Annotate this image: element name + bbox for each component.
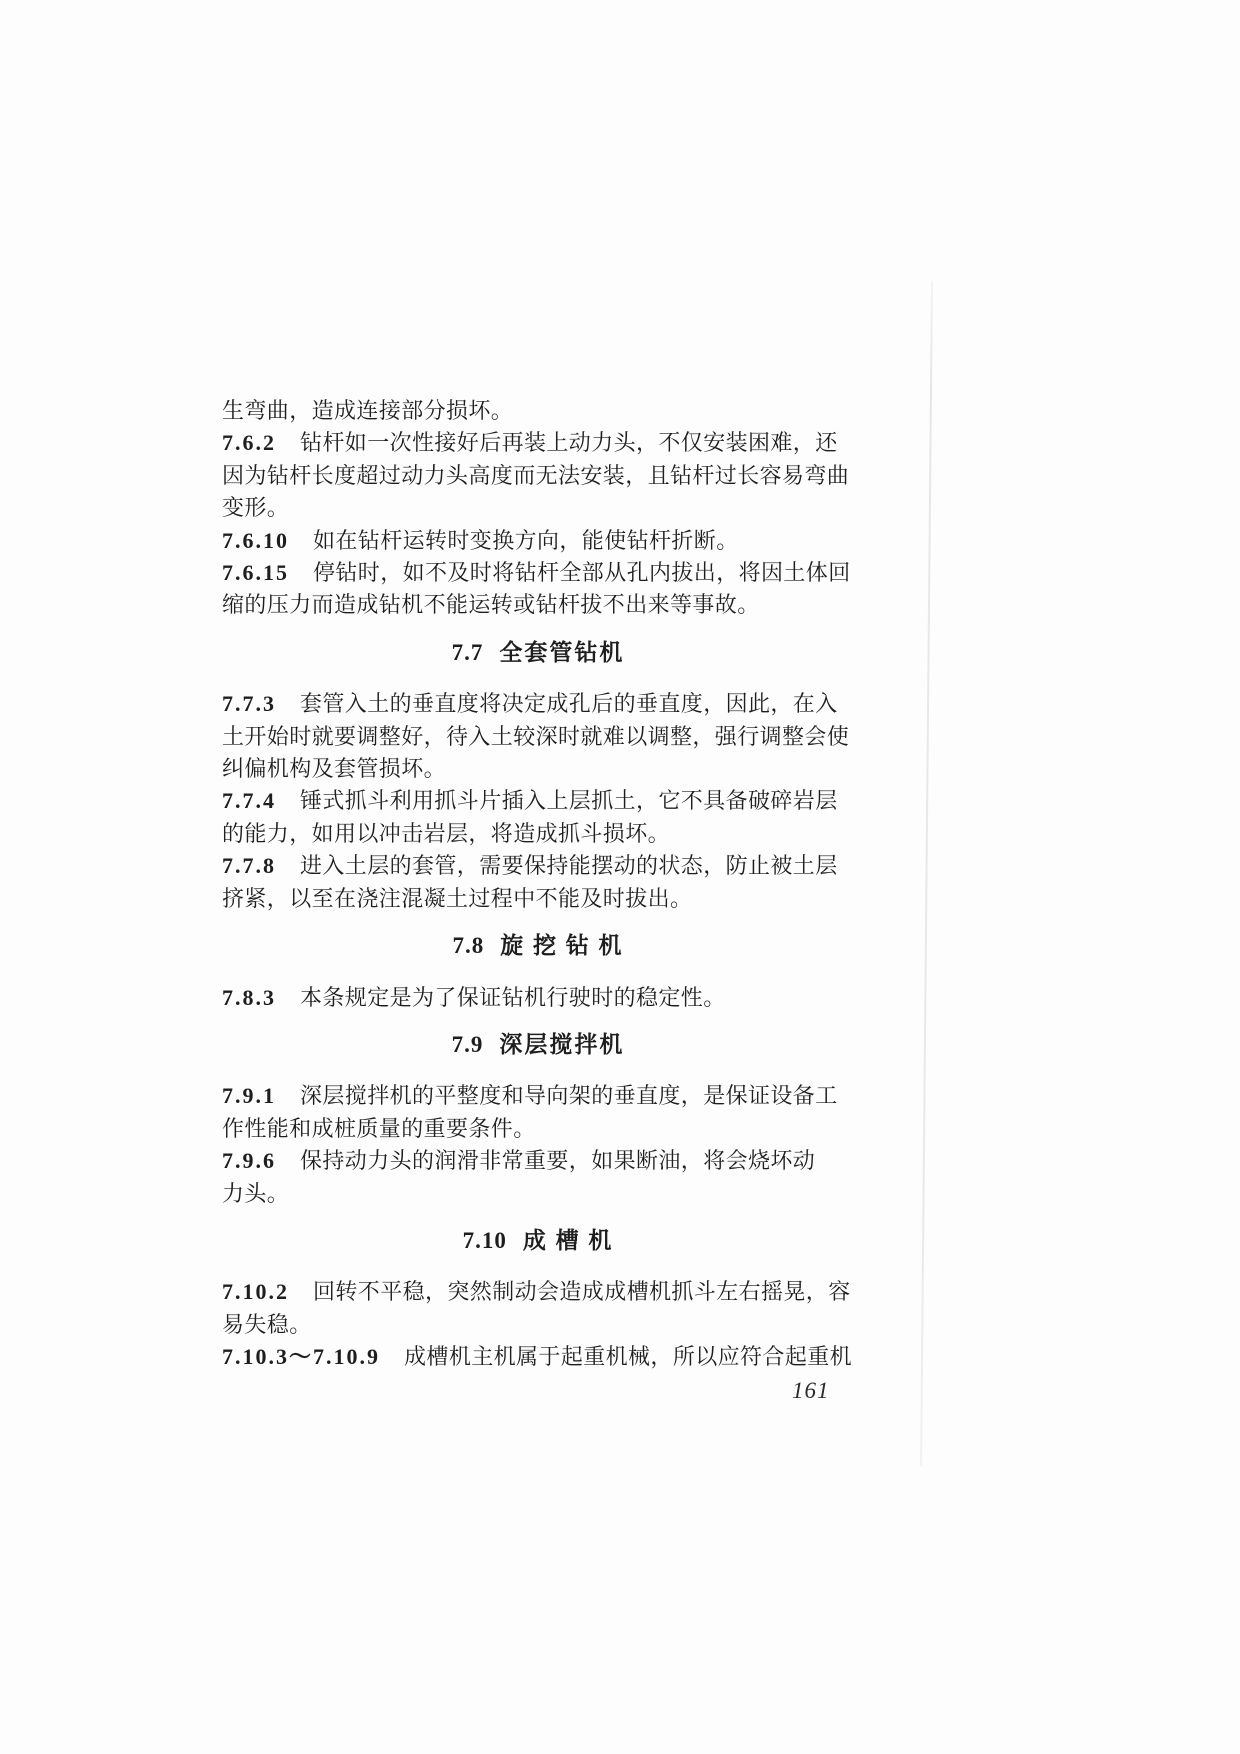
line-text: 缩的压力而造成钻机不能运转或钻杆拔不出来等事故。: [222, 592, 760, 618]
line-text: 纠偏机构及套管损坏。: [222, 756, 447, 782]
clause-number: 7.6.15: [222, 560, 289, 586]
line-text: 生弯曲，造成连接部分损坏。: [222, 398, 514, 423]
clause-number: 7.9.1: [222, 1083, 276, 1109]
section-title: 深层搅拌机: [499, 1031, 625, 1057]
line-text: 变形。: [222, 495, 290, 521]
section-number: 7.8: [452, 933, 485, 959]
clause-number: 7.7.8: [222, 853, 276, 879]
line-text: 锤式抓斗利用抓斗片插入上层抓土，它不具备破碎岩层: [300, 788, 838, 814]
clause-number: 7.6.10: [222, 527, 289, 553]
text-line: [222, 427, 854, 459]
section-number: 7.9: [451, 1031, 484, 1057]
text-line: [222, 1178, 854, 1210]
section-heading: [222, 637, 854, 669]
section-title: 成 槽 机: [522, 1227, 614, 1253]
line-text: 保持动力头的润滑非常重要，如果断油，将会烧坏动: [300, 1148, 816, 1174]
line-text: 土开始时就要调整好，待入土较深时就难以调整，强行调整会使: [222, 723, 850, 749]
section-number: 7.7: [451, 639, 484, 665]
section-heading: [222, 930, 854, 962]
line-text: 回转不平稳，突然制动会造成成槽机抓斗左右摇晃，容: [313, 1279, 851, 1305]
page-content: [222, 395, 854, 1374]
line-text: 进入土层的套管，需要保持能摆动的状态，防止被土层: [300, 853, 838, 879]
text-line: [222, 395, 854, 427]
section-heading: [222, 1029, 854, 1061]
text-line: [222, 785, 854, 817]
text-line: [222, 557, 854, 589]
text-line: [222, 721, 854, 753]
line-text: 深层搅拌机的平整度和导向架的垂直度，是保证设备工: [300, 1083, 838, 1109]
text-line: [222, 982, 854, 1014]
clause-number: 7.10.3～7.10.9: [222, 1344, 381, 1370]
scan-artifact-line: [920, 281, 933, 1466]
line-text: 停钻时，如不及时将钻杆全部从孔内拔出，将因土体回: [313, 560, 851, 586]
text-line: [222, 525, 854, 557]
line-text: 如在钻杆运转时变换方向，能使钻杆折断。: [313, 527, 739, 553]
clause-number: 7.9.6: [222, 1148, 276, 1174]
text-line: [222, 460, 854, 492]
section-title: 全套管钻机: [499, 639, 625, 665]
line-text: 力头。: [222, 1180, 290, 1206]
text-line: [222, 850, 854, 882]
line-text: 钻杆如一次性接好后再装上动力头，不仅安装困难，还: [300, 430, 838, 456]
text-line: [222, 883, 854, 915]
text-line: [222, 818, 854, 850]
section-number: 7.10: [462, 1227, 507, 1253]
text-line: [222, 1276, 854, 1308]
line-text: 因为钻杆长度超过动力头高度而无法安装，且钻杆过长容易弯曲: [222, 462, 850, 488]
clause-number: 7.7.3: [222, 691, 276, 717]
text-line: [222, 1145, 854, 1177]
text-line: [222, 492, 854, 524]
clause-number: 7.7.4: [222, 788, 276, 814]
line-text: 套管入土的垂直度将决定成孔后的垂直度，因此，在入: [300, 691, 838, 717]
line-text: 本条规定是为了保证钻机行驶时的稳定性。: [300, 984, 726, 1010]
line-text: 易失稳。: [222, 1311, 312, 1337]
clause-number: 7.10.2: [222, 1279, 289, 1305]
text-line: [222, 589, 854, 621]
clause-number: 7.8.3: [222, 984, 276, 1010]
line-text: 作性能和成桩质量的重要条件。: [222, 1115, 536, 1141]
clause-number: 7.6.2: [222, 430, 276, 456]
line-text: 的能力，如用以冲击岩层，将造成抓斗损坏。: [222, 820, 671, 846]
section-title: 旋 挖 钻 机: [500, 933, 624, 959]
section-heading: [222, 1225, 854, 1257]
text-line: [222, 1309, 854, 1341]
text-line: [222, 753, 854, 785]
text-line: [222, 688, 854, 720]
text-line: [222, 1341, 854, 1373]
line-text: 成槽机主机属于起重机械，所以应符合起重机: [404, 1344, 853, 1370]
page-number: 161: [792, 1378, 830, 1403]
text-line: [222, 1113, 854, 1145]
line-text: 挤紧，以至在浇注混凝土过程中不能及时拔出。: [222, 885, 693, 911]
text-line: [222, 1080, 854, 1112]
